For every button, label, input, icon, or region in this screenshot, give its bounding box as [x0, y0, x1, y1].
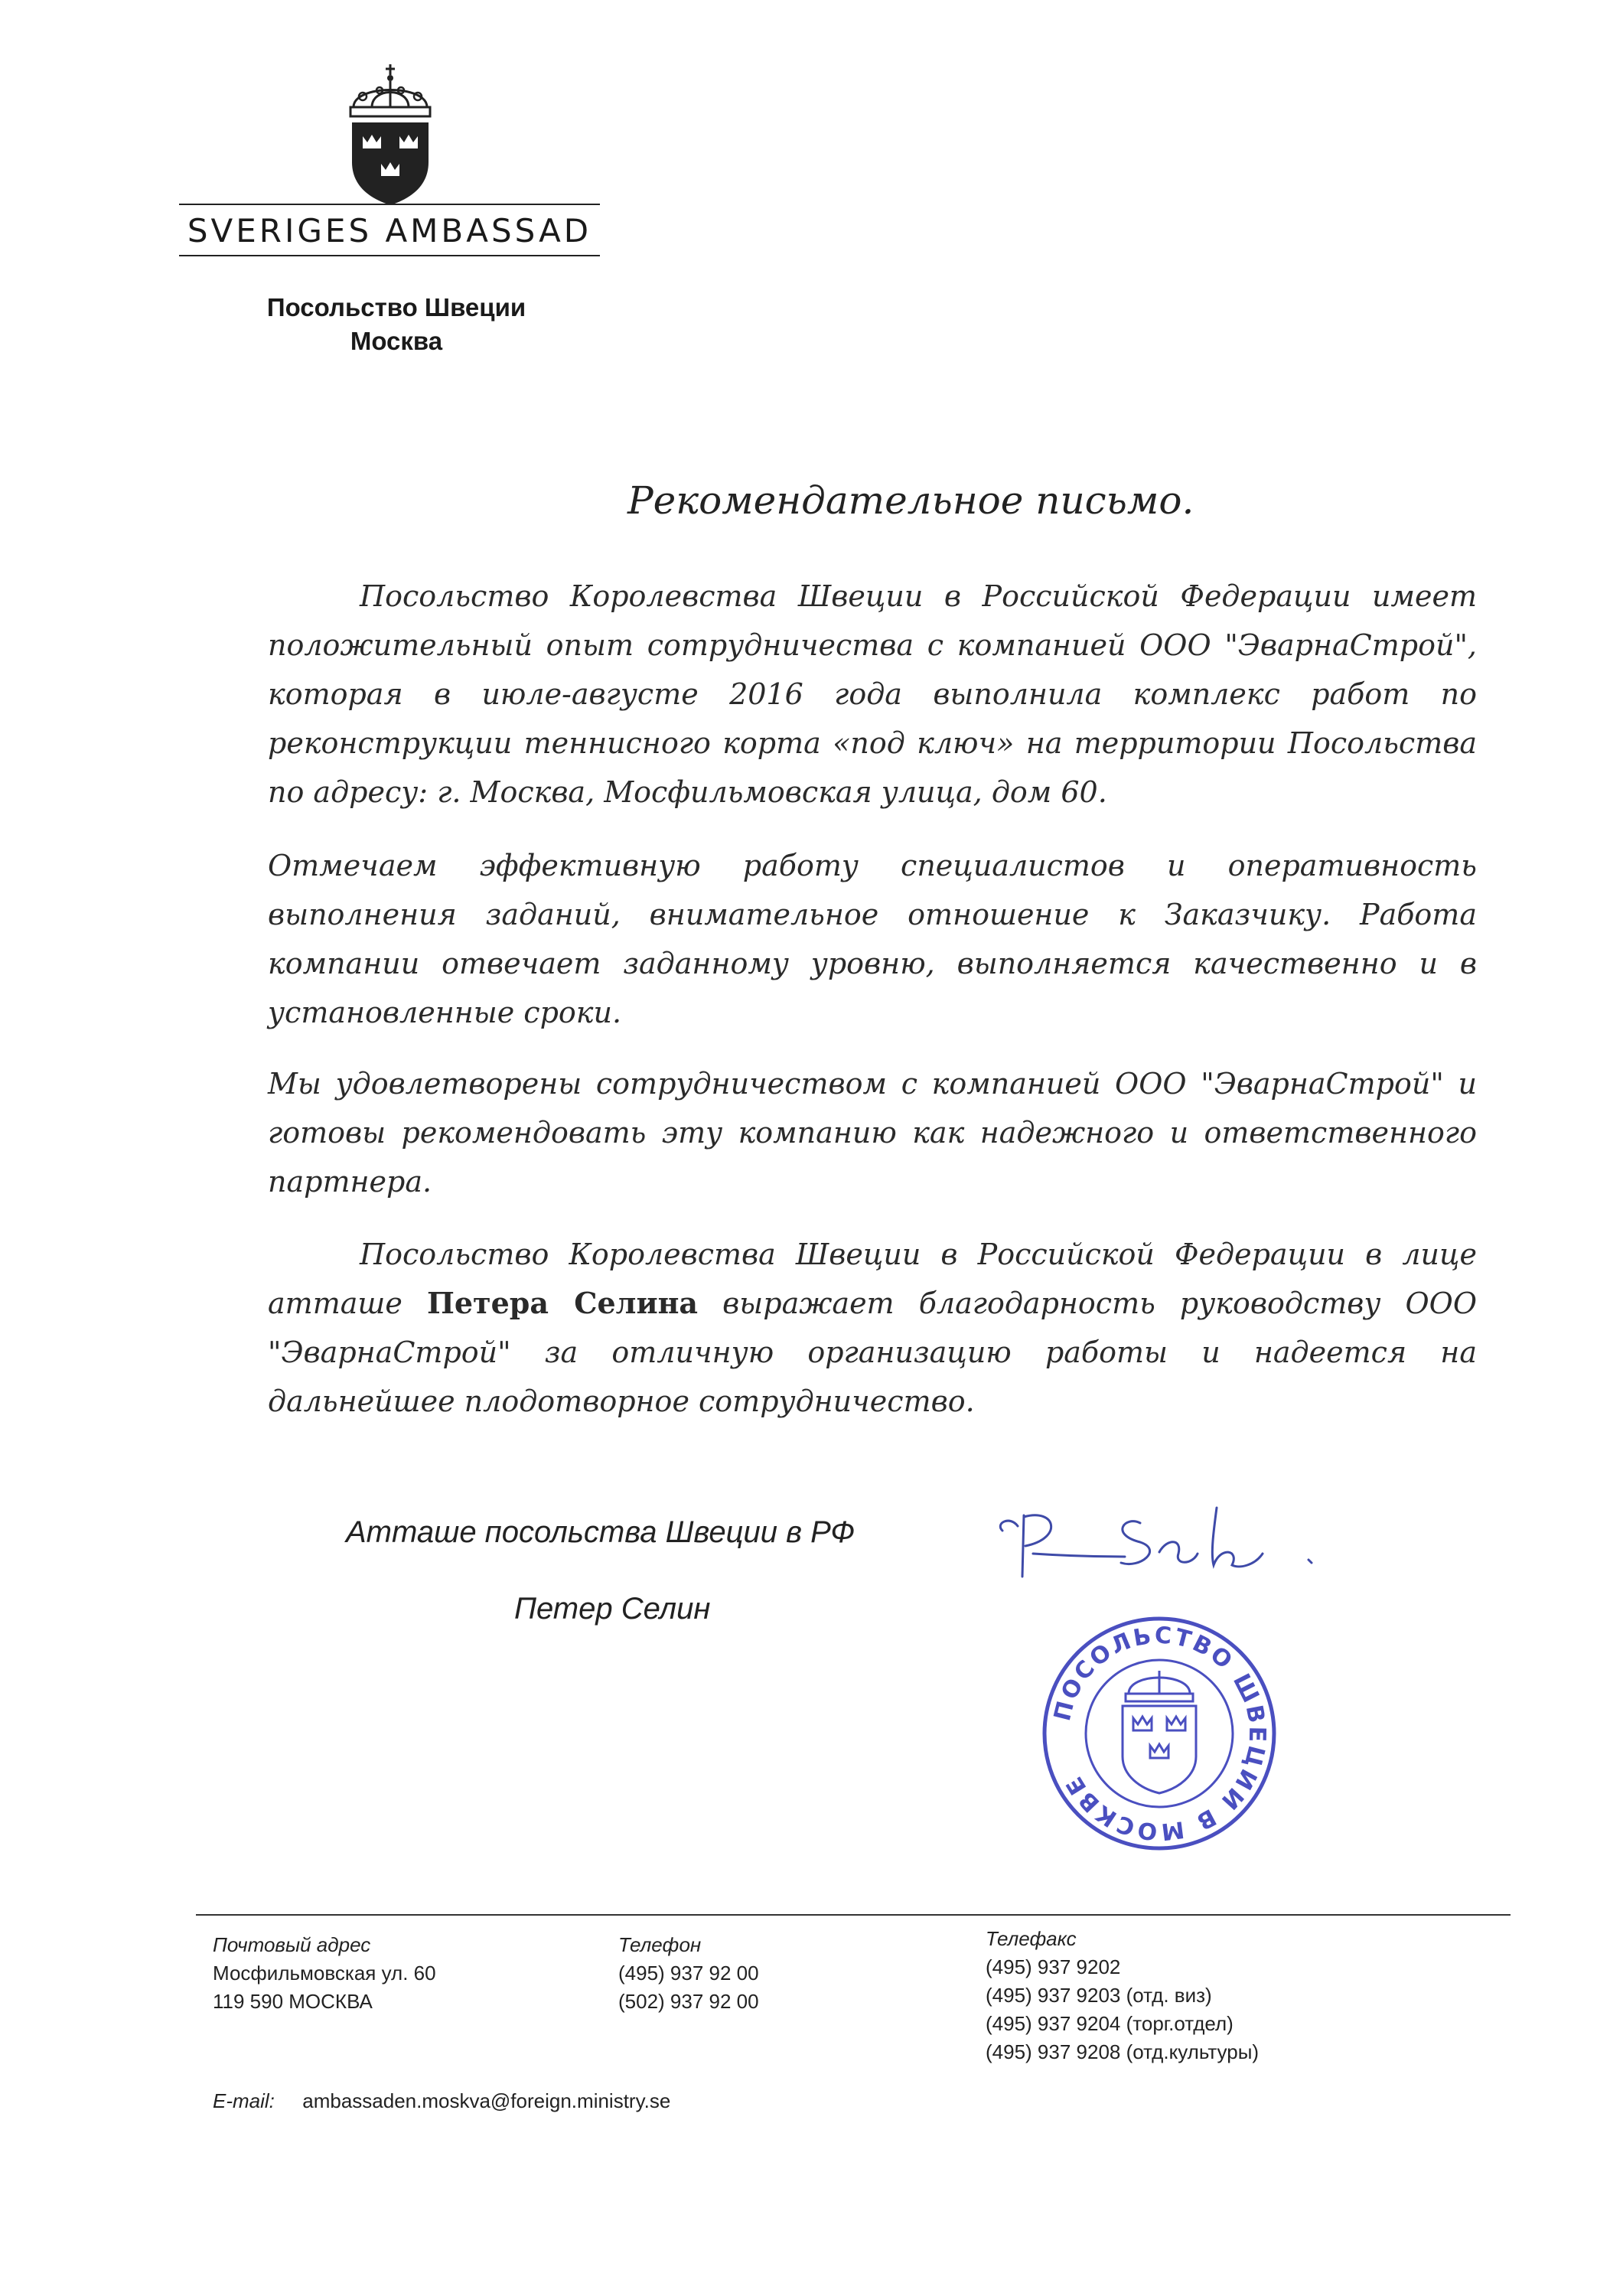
embassy-name-block — [220, 291, 572, 358]
mail-line-2: 119 590 МОСКВА — [213, 1990, 373, 2013]
fax-1: (495) 937 9202 — [986, 1955, 1121, 1978]
paragraph-1: Посольство Королевства Швеции в Российской Федерации имеет положительный опыт сотрудничества с компанией ООО "ЭварнаСтрой", которая в июле-августе 2016 года выполнила комплекс работ по реконструкции теннисного корта «под ключ» на территории Посольства по адресу: г. Москва, Мосфильмовская улица, дом 60. — [268, 579, 1477, 809]
mail-line-1: Мосфильмовская ул. 60 — [213, 1962, 436, 1985]
fax-3: (495) 937 9204 (торг.отдел) — [986, 2012, 1234, 2035]
fax-2: (495) 937 9203 (отд. виз) — [986, 1984, 1212, 2007]
fax-4: (495) 937 9208 (отд.культуры) — [986, 2040, 1260, 2063]
footer-phone — [618, 1931, 759, 2016]
embassy-city: Москва — [350, 327, 443, 355]
paragraph-3: Мы удовлетворены сотрудничеством с компанией ООО "ЭварнаСтрой" и готовы рекомендовать эту компанию как надежного и ответственного партнера. — [268, 1067, 1477, 1199]
phone-1: (495) 937 92 00 — [618, 1962, 759, 1985]
email-address: ambassaden.moskva@foreign.ministry.se — [302, 2089, 671, 2112]
header-rule-bottom — [179, 255, 600, 256]
paragraph-4 — [268, 1230, 1477, 1426]
org-title: SVERIGES AMBASSAD — [187, 212, 592, 249]
email-label: E-mail: — [213, 2089, 275, 2112]
embassy-name: Посольство Швеции — [266, 293, 526, 321]
handwritten-signature-icon — [987, 1492, 1354, 1600]
phone-2: (502) 937 92 00 — [618, 1990, 759, 2013]
embassy-stamp-icon — [1037, 1611, 1282, 1856]
paragraph-2: Отмечаем эффективную работу специалистов и оперативность выполнения заданий, внимательное отношение к Заказчику. Работа компании отвечает заданному уровню, выполняется качественно и в установленные сроки. — [268, 849, 1477, 1029]
embassy-crest-logo-icon — [337, 63, 444, 223]
phone-label: Телефон — [618, 1933, 702, 1956]
footer-rule — [196, 1914, 1511, 1916]
attache-name-bold: Петера Селина — [426, 1286, 699, 1320]
svg-text:ПОСОЛЬСТВО ШВЕЦИИ В МОСКВЕ — [1049, 1623, 1270, 1845]
fax-label: Телефакс — [986, 1927, 1077, 1950]
footer-email — [213, 2087, 670, 2115]
paragraph-4-lead: Посольство Королевства Швеции в Российской Федерации в лице атташе — [268, 1238, 1477, 1320]
signatory-position: Атташе посольства Швеции в РФ — [346, 1515, 855, 1549]
paragraph-4-rest: выражает благодарность руководству ООО "ЭварнаСтрой" за отличную организацию работы и надеется на дальнейшее плодотворное сотрудничество. — [268, 1287, 1477, 1418]
stamp-text: ПОСОЛЬСТВО ШВЕЦИИ В МОСКВЕ — [1048, 1622, 1271, 1845]
footer-fax — [986, 1925, 1259, 2066]
header-rule-top — [179, 204, 600, 205]
signatory-name: Петер Селин — [514, 1592, 711, 1626]
footer-mail-address — [213, 1931, 436, 2016]
letter-title: Рекомендательное письмо. — [627, 478, 1194, 523]
mail-label: Почтовый адрес — [213, 1933, 371, 1956]
